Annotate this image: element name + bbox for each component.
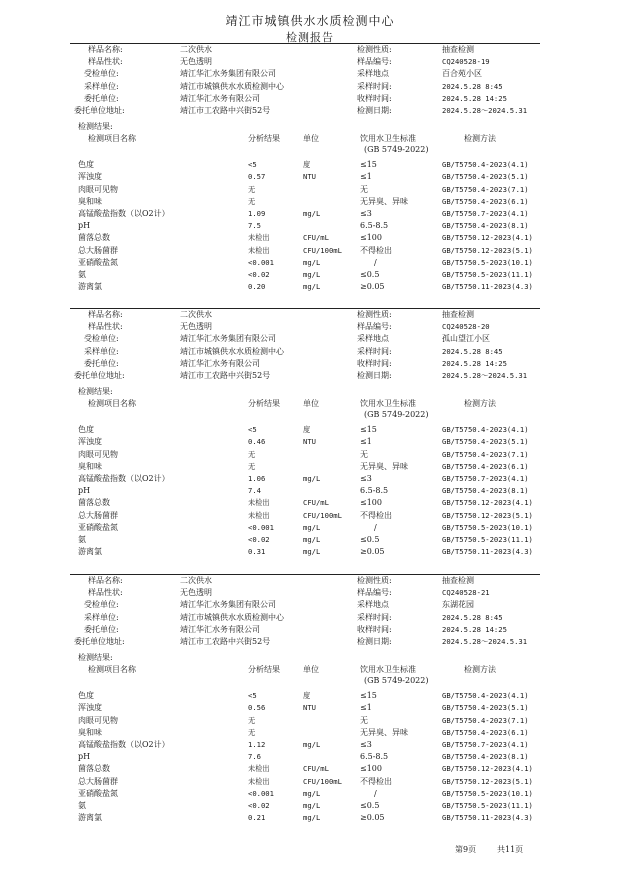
table-cell-standard: ≤100 (360, 764, 382, 774)
table-cell-result: <5 (248, 691, 257, 701)
field-label-sampling-time: 采样时间: (357, 612, 392, 622)
table-cell-item: 总大肠菌群 (78, 776, 118, 786)
col-header-item: 检测项目名称 (88, 665, 136, 675)
table-cell-unit: CFU/mL (303, 233, 329, 243)
table-cell-standard: 6.5-8.5 (360, 752, 389, 762)
col-header-standard-gb: (GB 5749-2022) (364, 676, 429, 686)
table-cell-unit: mg/L (303, 522, 321, 532)
table-cell-standard: ≥0.05 (360, 547, 385, 557)
col-header-standard-gb: (GB 5749-2022) (364, 145, 429, 155)
table-cell-item: 亚硝酸盐氮 (78, 788, 118, 798)
col-header-result: 分析结果 (248, 399, 280, 409)
table-cell-standard: 无异臭、异味 (360, 727, 408, 737)
table-cell-method: GB/T5750.4-2023(7.1) (442, 184, 529, 194)
table-cell-result: 未检出 (248, 764, 270, 774)
col-header-item: 检测项目名称 (88, 134, 136, 144)
table-cell-result: <0.001 (248, 522, 274, 532)
table-cell-method: GB/T5750.4-2023(5.1) (442, 437, 529, 447)
field-label-sample-property: 样品性状: (88, 57, 123, 67)
table-cell-method: GB/T5750.5-2023(10.1) (442, 522, 533, 532)
table-cell-result: 无 (248, 461, 256, 471)
col-header-method: 检测方法 (464, 665, 496, 675)
table-cell-method: GB/T5750.12-2023(5.1) (442, 510, 533, 520)
table-cell-item: 氨 (78, 270, 86, 279)
field-label-sampling-unit: 采样单位: (84, 612, 119, 622)
table-cell-result: 1.12 (248, 740, 266, 749)
table-cell-method: GB/T5750.7-2023(4.1) (442, 474, 529, 483)
results-heading: 检测结果: (78, 387, 113, 397)
table-cell-unit: CFU/100mL (303, 776, 342, 786)
field-value-sample-property: 无色透明 (180, 57, 212, 67)
field-label-client-unit: 委托单位: (84, 93, 119, 103)
table-cell-standard: ≥0.05 (360, 813, 385, 823)
table-cell-standard: ≤0.5 (360, 270, 380, 279)
table-cell-standard: 6.5-8.5 (360, 221, 389, 231)
field-label-sampling-time: 采样时间: (357, 346, 392, 356)
table-cell-method: GB/T5750.4-2023(4.1) (442, 160, 529, 170)
table-cell-result: 0.57 (248, 172, 266, 182)
report-subtitle: 检测报告 (286, 31, 334, 44)
table-cell-method: GB/T5750.5-2023(10.1) (442, 788, 533, 798)
table-cell-result: 未检出 (248, 245, 270, 255)
table-cell-standard: ≤15 (360, 425, 377, 435)
table-cell-standard: / (374, 522, 377, 532)
table-cell-result: 无 (248, 715, 256, 725)
table-cell-unit: mg/L (303, 740, 321, 749)
table-cell-standard: 无 (360, 715, 368, 725)
table-cell-item: 臭和味 (78, 196, 102, 206)
field-value-sampling-time: 2024.5.28 8:45 (442, 81, 503, 91)
col-header-method: 检测方法 (464, 399, 496, 409)
table-cell-method: GB/T5750.12-2023(5.1) (442, 245, 533, 255)
table-cell-result: 0.46 (248, 437, 266, 447)
table-cell-standard: 不得检出 (360, 245, 392, 255)
table-cell-standard: 无异臭、异味 (360, 461, 408, 471)
field-label-test-date: 检测日期: (357, 637, 392, 646)
table-cell-unit: 度 (303, 691, 311, 701)
table-cell-method: GB/T5750.4-2023(6.1) (442, 461, 529, 471)
table-cell-item: 肉眼可见物 (78, 184, 118, 194)
table-cell-result: 未检出 (248, 510, 270, 520)
table-cell-item: 游离氯 (78, 547, 102, 557)
table-cell-unit: mg/L (303, 257, 321, 267)
table-cell-standard: ≤0.5 (360, 535, 380, 544)
table-cell-unit: CFU/100mL (303, 245, 342, 255)
table-cell-item: 高锰酸盐指数（以O2计） (78, 740, 170, 749)
field-label-sample-no: 样品编号: (357, 588, 392, 598)
table-cell-unit: CFU/mL (303, 498, 329, 508)
field-value-entrusted-by: 靖江华汇水务集团有限公司 (180, 600, 276, 610)
table-cell-result: <0.02 (248, 270, 270, 279)
table-cell-standard: ≥0.05 (360, 282, 385, 292)
table-cell-result: 7.5 (248, 221, 261, 231)
table-cell-unit: mg/L (303, 270, 321, 279)
table-cell-result: 未检出 (248, 776, 270, 786)
col-header-item: 检测项目名称 (88, 399, 136, 409)
field-value-test-nature: 抽查检测 (442, 45, 474, 54)
field-value-sample-no: CQ240528-19 (442, 57, 490, 67)
table-cell-result: <0.02 (248, 535, 270, 544)
table-cell-standard: / (374, 257, 377, 267)
table-cell-unit: 度 (303, 160, 311, 170)
table-cell-unit: CFU/100mL (303, 510, 342, 520)
table-cell-item: 浑浊度 (78, 172, 102, 182)
table-cell-result: 无 (248, 196, 256, 206)
table-cell-standard: ≤3 (360, 474, 372, 483)
field-label-sample-property: 样品性状: (88, 588, 123, 598)
table-cell-method: GB/T5750.11-2023(4.3) (442, 282, 533, 292)
table-cell-item: 臭和味 (78, 727, 102, 737)
field-value-sample-property: 无色透明 (180, 322, 212, 332)
table-cell-unit: mg/L (303, 547, 321, 557)
table-cell-result: 未检出 (248, 233, 270, 243)
page-title: 靖江市城镇供水水质检测中心 (225, 14, 395, 28)
field-label-client-address: 委托单位地址: (74, 106, 125, 115)
field-label-receive-time: 收样时间: (357, 358, 392, 368)
field-value-client-unit: 靖江华汇水务有限公司 (180, 358, 260, 368)
table-cell-method: GB/T5750.12-2023(4.1) (442, 764, 533, 774)
table-cell-method: GB/T5750.4-2023(4.1) (442, 425, 529, 435)
table-cell-method: GB/T5750.12-2023(5.1) (442, 776, 533, 786)
col-header-result: 分析结果 (248, 665, 280, 675)
table-cell-item: 高锰酸盐指数（以O2计） (78, 474, 170, 483)
table-cell-method: GB/T5750.4-2023(4.1) (442, 691, 529, 701)
table-cell-result: 7.6 (248, 752, 261, 762)
col-header-standard: 饮用水卫生标准 (360, 134, 416, 144)
field-label-entrusted-by: 受检单位: (84, 334, 119, 344)
table-cell-result: 0.20 (248, 282, 266, 292)
field-label-entrusted-by: 受检单位: (84, 600, 119, 610)
table-cell-unit: mg/L (303, 282, 321, 292)
table-cell-method: GB/T5750.4-2023(8.1) (442, 221, 529, 231)
field-value-client-address: 靖江市工农路中兴街52号 (180, 106, 271, 115)
table-cell-item: 游离氯 (78, 282, 102, 292)
table-cell-method: GB/T5750.11-2023(4.3) (442, 547, 533, 557)
table-cell-result: 0.31 (248, 547, 266, 557)
table-cell-result: 无 (248, 727, 256, 737)
table-cell-unit: mg/L (303, 474, 321, 483)
table-cell-item: 菌落总数 (78, 233, 110, 243)
col-header-unit: 单位 (303, 134, 319, 144)
table-cell-unit: NTU (303, 437, 316, 447)
col-header-unit: 单位 (303, 399, 319, 409)
field-value-sampling-site: 百合苑小区 (442, 69, 482, 79)
field-value-receive-time: 2024.5.28 14:25 (442, 358, 507, 368)
field-value-entrusted-by: 靖江华汇水务集团有限公司 (180, 69, 276, 79)
field-label-sampling-site: 采样地点 (357, 600, 389, 610)
field-label-sample-name: 样品名称: (88, 310, 123, 319)
table-cell-standard: 不得检出 (360, 510, 392, 520)
field-value-sample-property: 无色透明 (180, 588, 212, 598)
table-cell-result: 无 (248, 184, 256, 194)
table-cell-item: 亚硝酸盐氮 (78, 257, 118, 267)
results-heading: 检测结果: (78, 653, 113, 663)
table-cell-method: GB/T5750.5-2023(11.1) (442, 270, 533, 279)
table-cell-method: GB/T5750.4-2023(5.1) (442, 172, 529, 182)
table-cell-result: <0.001 (248, 788, 274, 798)
table-cell-unit: mg/L (303, 788, 321, 798)
field-label-client-unit: 委托单位: (84, 624, 119, 634)
field-value-sampling-unit: 靖江市城镇供水水质检测中心 (180, 81, 284, 91)
block-divider (70, 574, 540, 575)
field-label-test-date: 检测日期: (357, 371, 392, 380)
table-cell-item: 游离氯 (78, 813, 102, 823)
table-cell-item: 菌落总数 (78, 764, 110, 774)
table-cell-standard: 无 (360, 184, 368, 194)
table-cell-result: 0.56 (248, 703, 266, 713)
table-cell-item: 浑浊度 (78, 437, 102, 447)
field-value-client-address: 靖江市工农路中兴街52号 (180, 637, 271, 646)
table-cell-standard: ≤1 (360, 172, 372, 182)
field-label-receive-time: 收样时间: (357, 624, 392, 634)
col-header-standard-gb: (GB 5749-2022) (364, 410, 429, 420)
report-block (0, 309, 620, 574)
table-cell-item: 总大肠菌群 (78, 245, 118, 255)
table-cell-method: GB/T5750.7-2023(4.1) (442, 740, 529, 749)
field-label-sample-name: 样品名称: (88, 576, 123, 585)
field-value-sampling-unit: 靖江市城镇供水水质检测中心 (180, 612, 284, 622)
table-cell-result: 0.21 (248, 813, 266, 823)
field-value-entrusted-by: 靖江华汇水务集团有限公司 (180, 334, 276, 344)
field-label-sample-property: 样品性状: (88, 322, 123, 332)
field-value-client-address: 靖江市工农路中兴街52号 (180, 371, 271, 380)
table-cell-result: <0.001 (248, 257, 274, 267)
table-cell-item: 色度 (78, 160, 94, 170)
table-cell-item: 亚硝酸盐氮 (78, 522, 118, 532)
field-label-sampling-unit: 采样单位: (84, 81, 119, 91)
table-cell-standard: ≤100 (360, 498, 382, 508)
table-cell-item: 菌落总数 (78, 498, 110, 508)
field-value-receive-time: 2024.5.28 14:25 (442, 624, 507, 634)
col-header-standard: 饮用水卫生标准 (360, 665, 416, 675)
field-value-test-nature: 抽查检测 (442, 576, 474, 585)
field-label-test-date: 检测日期: (357, 106, 392, 115)
field-value-sample-name: 二次供水 (180, 576, 212, 585)
field-label-test-nature: 检测性质: (357, 576, 392, 585)
table-cell-method: GB/T5750.7-2023(4.1) (442, 209, 529, 218)
table-cell-unit: mg/L (303, 535, 321, 544)
field-value-sampling-unit: 靖江市城镇供水水质检测中心 (180, 346, 284, 356)
table-cell-standard: ≤3 (360, 740, 372, 749)
table-cell-method: GB/T5750.4-2023(7.1) (442, 715, 529, 725)
table-cell-item: 高锰酸盐指数（以O2计） (78, 209, 170, 218)
table-cell-standard: ≤3 (360, 209, 372, 218)
table-cell-item: 浑浊度 (78, 703, 102, 713)
table-cell-item: 氨 (78, 801, 86, 810)
table-cell-standard: ≤1 (360, 437, 372, 447)
table-cell-result: 1.06 (248, 474, 266, 483)
table-cell-method: GB/T5750.12-2023(4.1) (442, 233, 533, 243)
table-cell-standard: 不得检出 (360, 776, 392, 786)
field-label-sampling-site: 采样地点 (357, 334, 389, 344)
table-cell-method: GB/T5750.5-2023(11.1) (442, 801, 533, 810)
table-cell-unit: mg/L (303, 801, 321, 810)
col-header-unit: 单位 (303, 665, 319, 675)
table-cell-standard: 无异臭、异味 (360, 196, 408, 206)
table-cell-method: GB/T5750.4-2023(7.1) (442, 449, 529, 459)
table-cell-method: GB/T5750.4-2023(8.1) (442, 752, 529, 762)
field-value-test-date: 2024.5.28～2024.5.31 (442, 106, 528, 115)
table-cell-standard: ≤15 (360, 160, 377, 170)
table-cell-result: 未检出 (248, 498, 270, 508)
col-header-result: 分析结果 (248, 134, 280, 144)
table-cell-item: pH (78, 221, 91, 231)
table-cell-standard: ≤1 (360, 703, 372, 713)
results-heading: 检测结果: (78, 122, 113, 132)
table-cell-unit: NTU (303, 172, 316, 182)
table-cell-unit: 度 (303, 425, 311, 435)
report-block (0, 575, 620, 840)
table-cell-method: GB/T5750.4-2023(8.1) (442, 486, 529, 496)
field-value-test-date: 2024.5.28～2024.5.31 (442, 371, 528, 380)
table-cell-method: GB/T5750.11-2023(4.3) (442, 813, 533, 823)
field-value-sampling-site: 孤山望江小区 (442, 334, 490, 344)
table-cell-result: 7.4 (248, 486, 261, 496)
field-label-sampling-time: 采样时间: (357, 81, 392, 91)
field-value-client-unit: 靖江华汇水务有限公司 (180, 93, 260, 103)
field-label-sample-no: 样品编号: (357, 57, 392, 67)
table-cell-item: 肉眼可见物 (78, 715, 118, 725)
table-cell-standard: ≤100 (360, 233, 382, 243)
table-cell-unit: NTU (303, 703, 316, 713)
field-label-test-nature: 检测性质: (357, 310, 392, 319)
table-cell-item: 臭和味 (78, 461, 102, 471)
field-label-entrusted-by: 受检单位: (84, 69, 119, 79)
field-value-sampling-time: 2024.5.28 8:45 (442, 612, 503, 622)
field-label-client-address: 委托单位地址: (74, 371, 125, 380)
field-value-sampling-site: 东湖花园 (442, 600, 474, 610)
page-total: 共11页 (497, 845, 524, 854)
table-cell-item: 色度 (78, 425, 94, 435)
table-cell-result: <0.02 (248, 801, 270, 810)
table-cell-item: 色度 (78, 691, 94, 701)
block-divider (70, 308, 540, 309)
table-cell-standard: / (374, 788, 377, 798)
table-cell-standard: ≤0.5 (360, 801, 380, 810)
field-value-sample-name: 二次供水 (180, 45, 212, 54)
field-label-receive-time: 收样时间: (357, 93, 392, 103)
table-cell-method: GB/T5750.12-2023(4.1) (442, 498, 533, 508)
field-label-sampling-unit: 采样单位: (84, 346, 119, 356)
table-cell-method: GB/T5750.4-2023(6.1) (442, 727, 529, 737)
field-label-test-nature: 检测性质: (357, 45, 392, 54)
table-cell-unit: mg/L (303, 813, 321, 823)
table-cell-result: <5 (248, 425, 257, 435)
table-cell-standard: 无 (360, 449, 368, 459)
table-cell-item: 总大肠菌群 (78, 510, 118, 520)
table-cell-method: GB/T5750.4-2023(5.1) (442, 703, 529, 713)
table-cell-result: 无 (248, 449, 256, 459)
table-cell-unit: mg/L (303, 209, 321, 218)
field-value-test-nature: 抽查检测 (442, 310, 474, 319)
table-cell-unit: CFU/mL (303, 764, 329, 774)
table-cell-result: 1.09 (248, 209, 266, 218)
field-value-receive-time: 2024.5.28 14:25 (442, 93, 507, 103)
table-cell-item: 肉眼可见物 (78, 449, 118, 459)
table-cell-item: 氨 (78, 535, 86, 544)
field-label-client-unit: 委托单位: (84, 358, 119, 368)
table-cell-result: <5 (248, 160, 257, 170)
page-current: 第9页 (455, 845, 477, 854)
field-value-sample-no: CQ240528-20 (442, 322, 490, 332)
field-label-sampling-site: 采样地点 (357, 69, 389, 79)
field-label-client-address: 委托单位地址: (74, 637, 125, 646)
table-cell-standard: ≤15 (360, 691, 377, 701)
table-cell-standard: 6.5-8.5 (360, 486, 389, 496)
col-header-method: 检测方法 (464, 134, 496, 144)
table-cell-method: GB/T5750.5-2023(10.1) (442, 257, 533, 267)
table-cell-method: GB/T5750.5-2023(11.1) (442, 535, 533, 544)
field-label-sample-no: 样品编号: (357, 322, 392, 332)
field-value-sampling-time: 2024.5.28 8:45 (442, 346, 503, 356)
field-value-test-date: 2024.5.28～2024.5.31 (442, 637, 528, 646)
table-cell-item: pH (78, 752, 91, 762)
field-value-client-unit: 靖江华汇水务有限公司 (180, 624, 260, 634)
col-header-standard: 饮用水卫生标准 (360, 399, 416, 409)
table-cell-item: pH (78, 486, 91, 496)
field-label-sample-name: 样品名称: (88, 45, 123, 54)
table-cell-method: GB/T5750.4-2023(6.1) (442, 196, 529, 206)
field-value-sample-no: CQ240528-21 (442, 588, 490, 598)
field-value-sample-name: 二次供水 (180, 310, 212, 319)
report-block (0, 44, 620, 309)
